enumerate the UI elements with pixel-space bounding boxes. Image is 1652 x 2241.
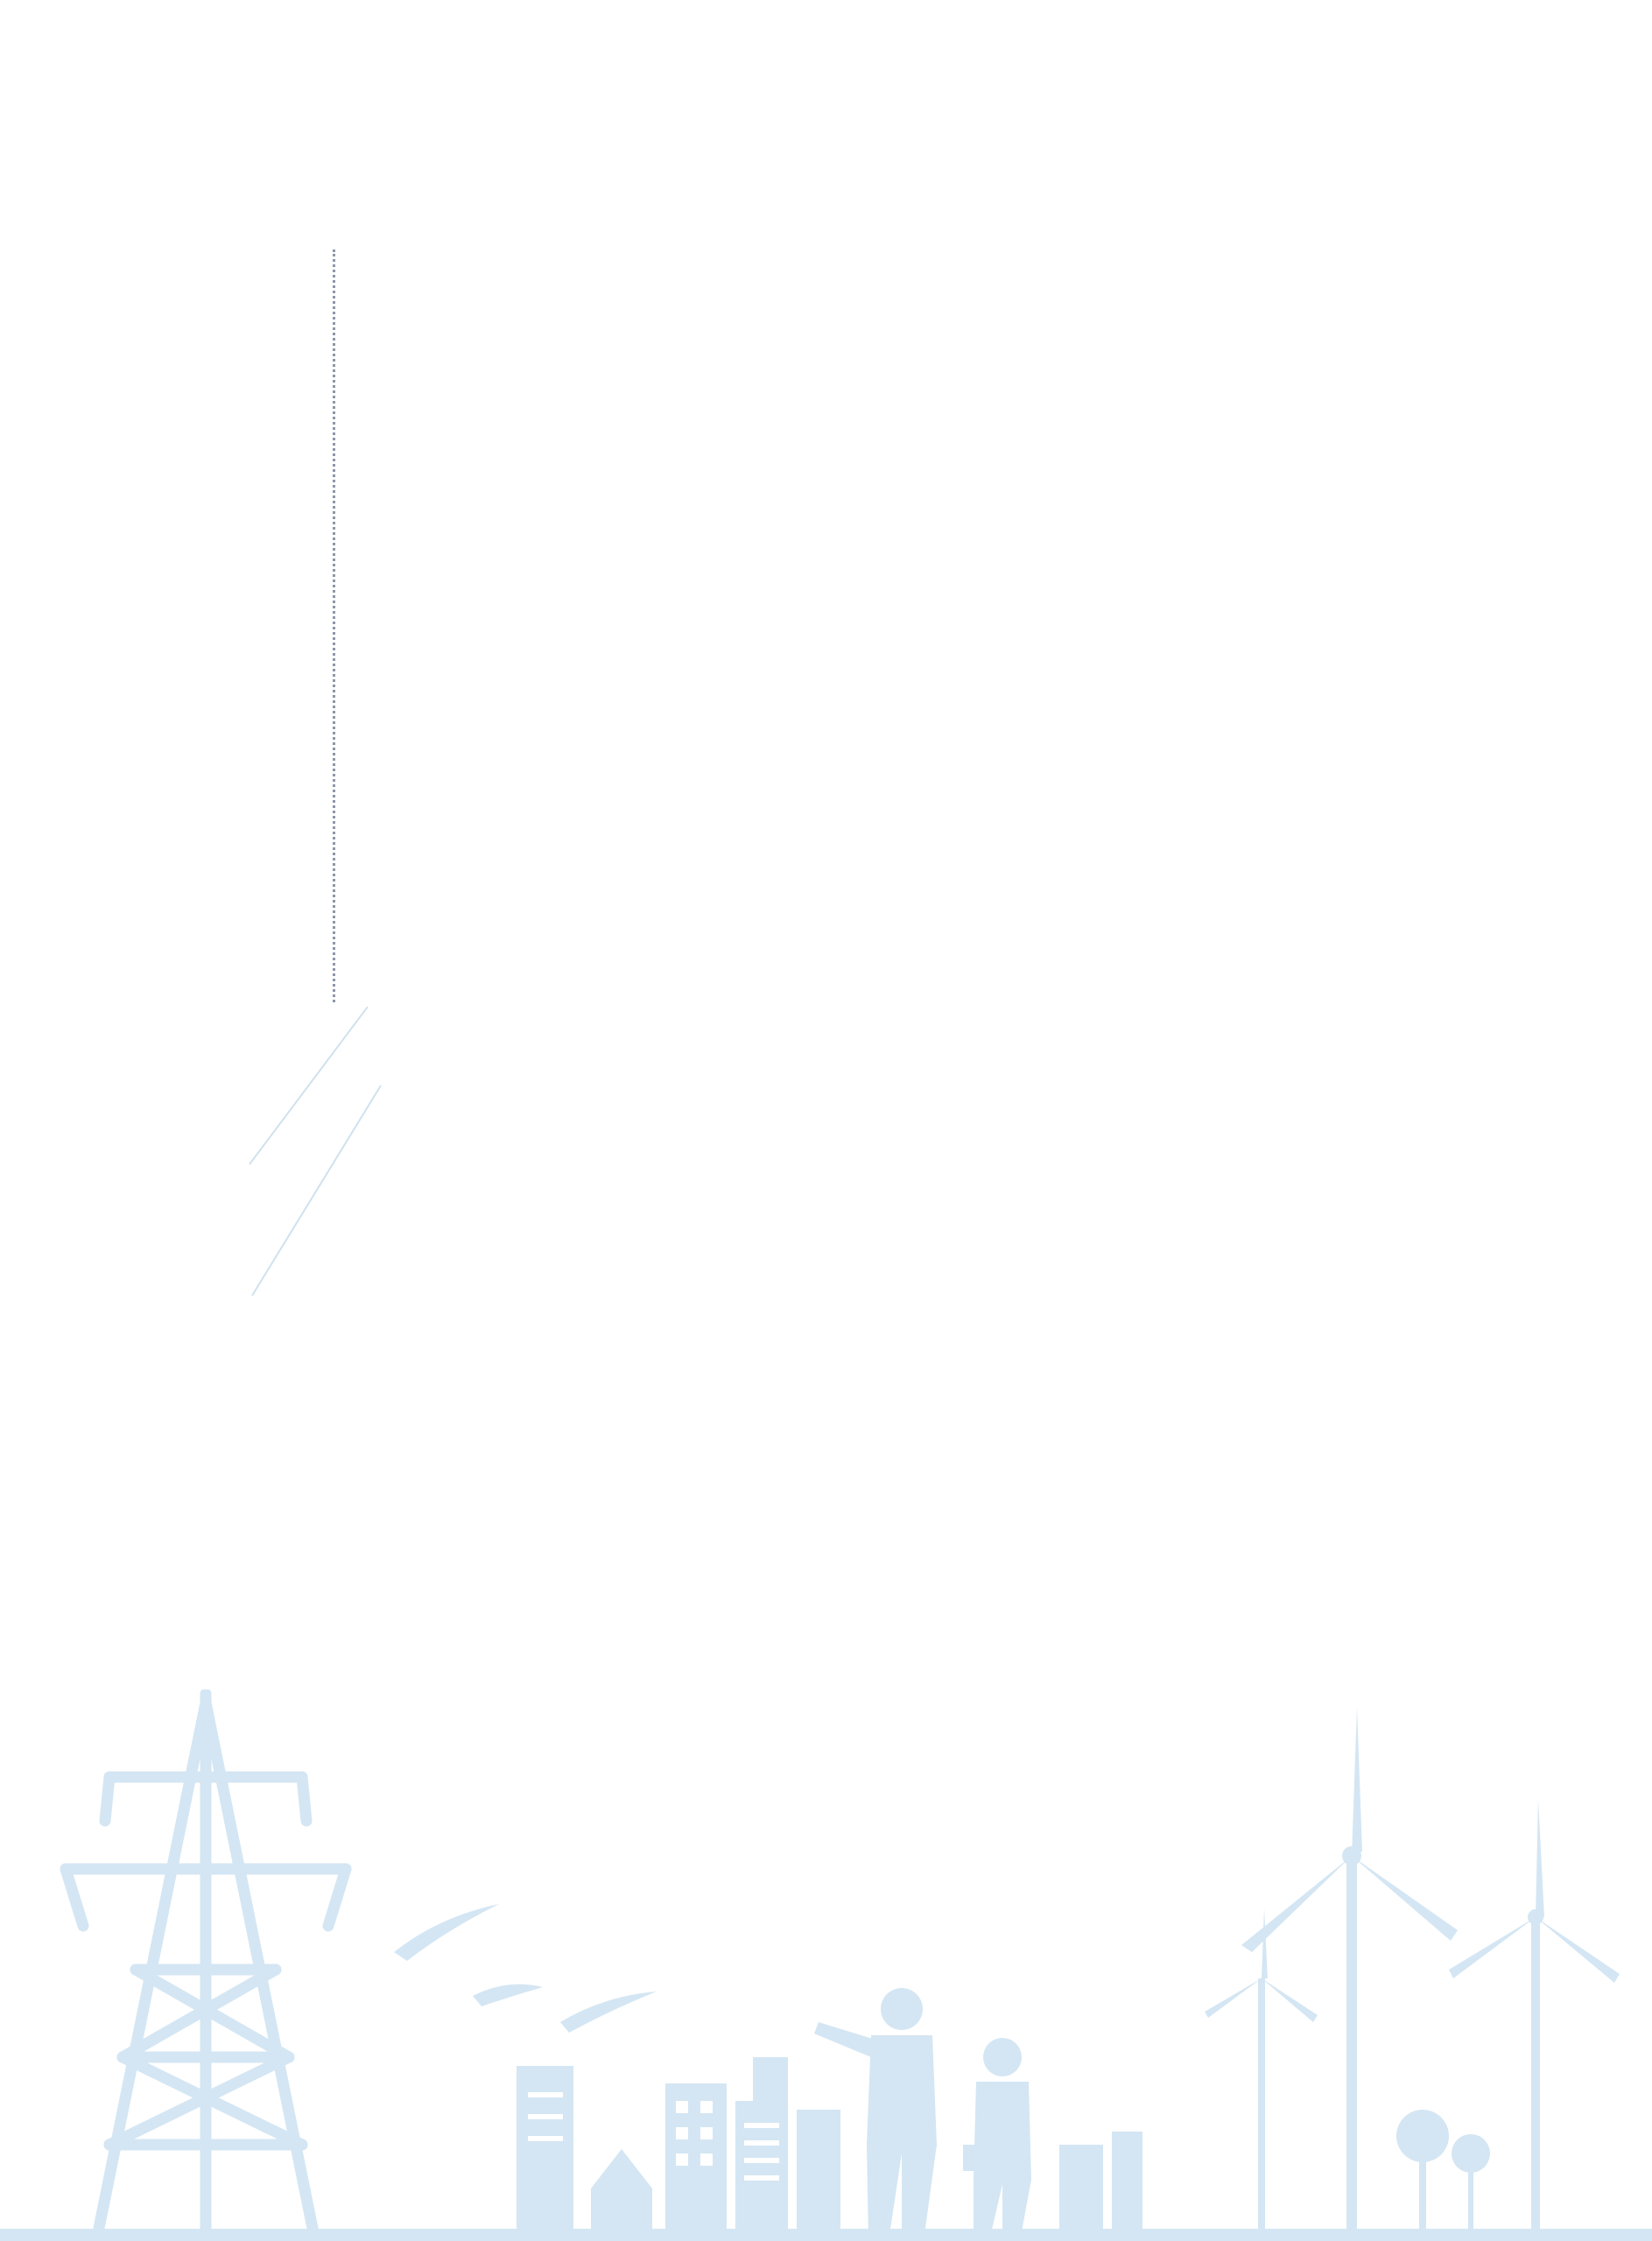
people-illustration — [814, 1988, 1031, 2241]
buildings-illustration — [517, 2057, 1142, 2241]
trees-illustration — [1396, 2110, 1490, 2241]
ground-strip — [0, 2229, 1652, 2241]
dotted-divider — [333, 249, 335, 1002]
wind-turbines-illustration — [1205, 1707, 1620, 2241]
power-tower-illustration — [66, 1694, 346, 2241]
birds-illustration — [394, 1904, 657, 2033]
letter-body — [390, 217, 1524, 235]
diagonal-lines-decoration — [236, 1007, 394, 1304]
cityscape-decoration — [0, 1690, 1652, 2241]
